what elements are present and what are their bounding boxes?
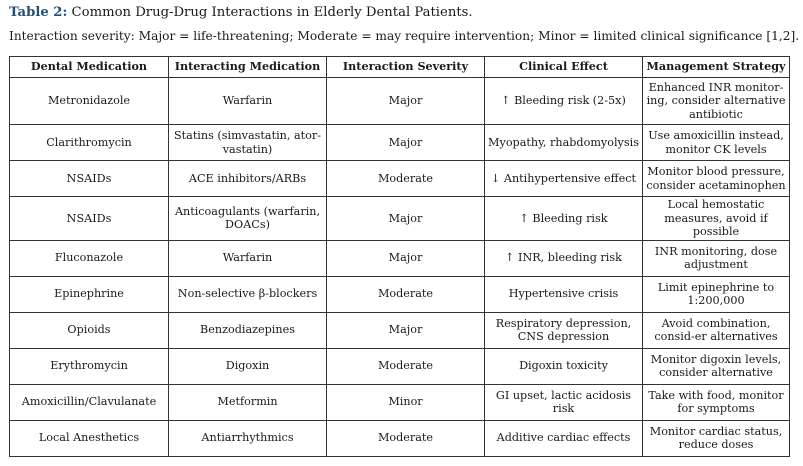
cell-dental-medication: Fluconazole <box>10 240 169 276</box>
cell-interacting-medication: Warfarin <box>169 240 327 276</box>
cell-interaction-severity: Moderate <box>327 161 485 197</box>
cell-interacting-medication: Digoxin <box>169 348 327 384</box>
cell-dental-medication: Opioids <box>10 312 169 348</box>
cell-interacting-medication: Metformin <box>169 384 327 420</box>
cell-interacting-medication: Benzodiazepines <box>169 312 327 348</box>
cell-management-strategy: Take with food, monitor for symptoms <box>643 384 790 420</box>
cell-dental-medication: NSAIDs <box>10 161 169 197</box>
table-row <box>10 384 790 420</box>
table-row <box>10 312 790 348</box>
cell-dental-medication: Local Anesthetics <box>10 420 169 456</box>
cell-interacting-medication: ACE inhibitors/ARBs <box>169 161 327 197</box>
cell-dental-medication: NSAIDs <box>10 197 169 241</box>
cell-dental-medication: Epinephrine <box>10 276 169 312</box>
cell-interacting-medication: Non-selective β-blockers <box>169 276 327 312</box>
table-row <box>10 125 790 161</box>
cell-management-strategy: Limit epinephrine to 1:200,000 <box>643 276 790 312</box>
table-header-row <box>10 57 790 78</box>
cell-dental-medication: Erythromycin <box>10 348 169 384</box>
cell-clinical-effect: Digoxin toxicity <box>485 348 643 384</box>
table-caption <box>9 4 473 22</box>
cell-clinical-effect: Respiratory depression, CNS depression <box>485 312 643 348</box>
cell-clinical-effect: ↑ Bleeding risk (2-5x) <box>485 78 643 125</box>
table-row <box>10 420 790 456</box>
cell-clinical-effect: Myopathy, rhabdomyolysis <box>485 125 643 161</box>
header-interacting-medication: Interacting Medication <box>169 57 327 78</box>
severity-note: Interaction severity: Major = life-threatening; Moderate = may require intervention; Minor = limited clinical significance [1,2]. <box>9 29 800 43</box>
table-caption-text: Common Drug-Drug Interactions in Elderly Dental Patients. <box>67 5 473 20</box>
cell-management-strategy: Use amoxicillin instead, monitor CK levels <box>643 125 790 161</box>
cell-interaction-severity: Major <box>327 78 485 125</box>
cell-clinical-effect: Additive cardiac effects <box>485 420 643 456</box>
cell-interacting-medication: Antiarrhythmics <box>169 420 327 456</box>
cell-clinical-effect: ↑ Bleeding risk <box>485 197 643 241</box>
cell-dental-medication: Clarithromycin <box>10 125 169 161</box>
cell-interaction-severity: Moderate <box>327 420 485 456</box>
cell-dental-medication: Metronidazole <box>10 78 169 125</box>
cell-interaction-severity: Moderate <box>327 348 485 384</box>
cell-interaction-severity: Minor <box>327 384 485 420</box>
cell-clinical-effect: ↓ Antihypertensive effect <box>485 161 643 197</box>
table-row <box>10 197 790 241</box>
cell-interaction-severity: Moderate <box>327 276 485 312</box>
cell-interaction-severity: Major <box>327 312 485 348</box>
cell-interacting-medication: Statins (simvastatin, ator-vastatin) <box>169 125 327 161</box>
cell-interacting-medication: Anticoagulants (warfarin, DOACs) <box>169 197 327 241</box>
table-row <box>10 240 790 276</box>
table-row <box>10 276 790 312</box>
cell-interaction-severity: Major <box>327 125 485 161</box>
cell-management-strategy: Monitor cardiac status, reduce doses <box>643 420 790 456</box>
cell-clinical-effect: Hypertensive crisis <box>485 276 643 312</box>
cell-dental-medication: Amoxicillin/Clavulanate <box>10 384 169 420</box>
cell-interacting-medication: Warfarin <box>169 78 327 125</box>
cell-clinical-effect: GI upset, lactic acidosis risk <box>485 384 643 420</box>
cell-interaction-severity: Major <box>327 240 485 276</box>
cell-interaction-severity: Major <box>327 197 485 241</box>
table-row <box>10 348 790 384</box>
header-clinical-effect: Clinical Effect <box>485 57 643 78</box>
cell-management-strategy: Monitor blood pressure, consider acetaminophen <box>643 161 790 197</box>
cell-management-strategy: Enhanced INR monitor-ing, consider alternative antibiotic <box>643 78 790 125</box>
table-row <box>10 78 790 125</box>
header-interaction-severity: Interaction Severity <box>327 57 485 78</box>
table-caption-label: Table 2: <box>9 5 68 20</box>
header-dental-medication: Dental Medication <box>10 57 169 78</box>
header-management-strategy: Management Strategy <box>643 57 790 78</box>
cell-clinical-effect: ↑ INR, bleeding risk <box>485 240 643 276</box>
drug-interactions-table <box>9 56 790 457</box>
table-row <box>10 161 790 197</box>
cell-management-strategy: Local hemostatic measures, avoid if possible <box>643 197 790 241</box>
cell-management-strategy: Avoid combination, consid-er alternatives <box>643 312 790 348</box>
cell-management-strategy: Monitor digoxin levels, consider alternative <box>643 348 790 384</box>
cell-management-strategy: INR monitoring, dose adjustment <box>643 240 790 276</box>
